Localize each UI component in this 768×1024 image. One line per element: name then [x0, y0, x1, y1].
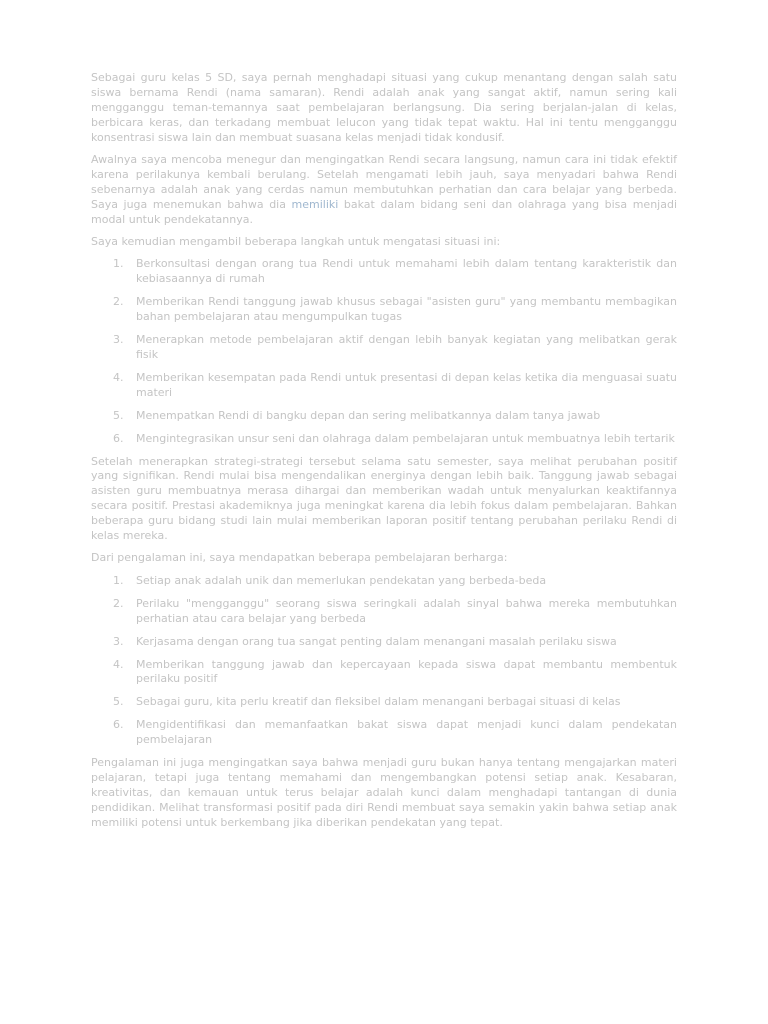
list-item: [91, 658, 677, 688]
paragraph-results: Setelah menerapkan strategi-strategi tersebut selama satu semester, saya melihat perubahan positif yang signifikan. Rendi mulai bisa mengendalikan energinya dengan lebih baik. Tanggung jawab sebagai asisten guru membuatnya merasa dihargai dan memberikan wadah untuk menyalurkan keaktifannya secara positif. Prestasi akademiknya juga meningkat karena dia lebih fokus dalam pembelajaran. Bahkan beberapa guru bidang studi lain mulai memberikan laporan positif tentang perubahan perilaku Rendi di kelas mereka.: [91, 454, 677, 543]
list-number: 2.: [113, 295, 124, 309]
list-item: [91, 371, 677, 401]
paragraph-approach-text-start: Awalnya saya mencoba menegur dan mengingatkan Rendi secara langsung, namun cara ini tidak efektif karena perilakunya kembali berulang. Setelah mengamati lebih jauh, saya menyadari bahwa Rendi sebenarnya adalah anak yang cerdas namun membutuhkan perhatian dan cara belajar yang berbeda. Saya juga menemukan bahwa dia: [91, 153, 677, 211]
list-number: 3.: [113, 333, 124, 347]
list-number: 4.: [113, 370, 124, 384]
lessons-list: [91, 574, 677, 748]
list-text: Memberikan tanggung jawab dan kepercayaan kepada siswa dapat membantu membentuk perilaku positif: [136, 657, 677, 686]
list-text: Setiap anak adalah unik dan memerlukan pendekatan yang berbeda-beda: [136, 573, 547, 587]
list-text: Mengintegrasikan unsur seni dan olahraga dalam pembelajaran untuk membuatnya lebih tertarik: [136, 431, 675, 445]
list-number: 4.: [113, 657, 124, 671]
list-number: 5.: [113, 408, 124, 422]
list-text: Menerapkan metode pembelajaran aktif dengan lebih banyak kegiatan yang melibatkan gerak fisik: [136, 333, 677, 361]
list-text: Berkonsultasi dengan orang tua Rendi untuk memahami lebih dalam tentang karakteristik dan kebiasaannya di rumah: [136, 257, 677, 286]
list-number: 6.: [113, 431, 124, 445]
list-item: [91, 295, 677, 325]
list-item: [91, 718, 677, 748]
list-text: Mengidentifikasi dan memanfaatkan bakat siswa dapat menjadi kunci dalam pendekatan pembelajaran: [136, 718, 677, 747]
list-item: [91, 574, 677, 589]
list-text: Perilaku "mengganggu" seorang siswa seringkali adalah sinyal bahwa mereka membutuhkan perhatian atau cara belajar yang berbeda: [136, 596, 677, 625]
list-text: Memberikan kesempatan pada Rendi untuk presentasi di depan kelas ketika dia menguasai suatu materi: [136, 370, 677, 399]
list-text: Sebagai guru, kita perlu kreatif dan fleksibel dalam menangani berbagai situasi di kelas: [136, 695, 621, 709]
list-item: [91, 597, 677, 627]
paragraph-intro: Sebagai guru kelas 5 SD, saya pernah menghadapi situasi yang cukup menantang dengan salah satu siswa bernama Rendi (nama samaran). Rendi adalah anak yang sangat aktif, namun sering kali mengganggu teman-temannya saat pembelajaran berlangsung. Dia sering berjalan-jalan di kelas, berbicara keras, dan terkadang membuat lelucon yang tidak tepat waktu. Hal ini tentu mengganggu konsentrasi siswa lain dan membuat suasana kelas menjadi tidak kondusif.: [91, 71, 677, 144]
paragraph-steps-intro: Saya kemudian mengambil beberapa langkah untuk mengatasi situasi ini:: [91, 235, 501, 249]
list-number: 6.: [113, 718, 124, 732]
list-item: [91, 695, 677, 710]
paragraph-lessons-intro: Dari pengalaman ini, saya mendapatkan beberapa pembelajaran berharga:: [91, 551, 508, 565]
list-item: [91, 333, 677, 363]
link-memiliki[interactable]: memiliki: [291, 197, 339, 211]
list-text: Memberikan Rendi tanggung jawab khusus sebagai "asisten guru" yang membantu membagikan bahan pembelajaran atau mengumpulkan tugas: [136, 295, 677, 324]
paragraph-approach: [91, 153, 677, 228]
list-number: 1.: [113, 257, 124, 271]
list-item: [91, 257, 677, 287]
list-text: Kerjasama dengan orang tua sangat penting dalam menangani masalah perilaku siswa: [136, 634, 617, 648]
list-text: Menempatkan Rendi di bangku depan dan sering melibatkannya dalam tanya jawab: [136, 408, 601, 422]
steps-list: [91, 257, 677, 446]
list-item: [91, 409, 677, 424]
document-page: [91, 71, 677, 838]
list-item: [91, 432, 677, 447]
list-number: 5.: [113, 695, 124, 709]
list-number: 3.: [113, 634, 124, 648]
list-item: [91, 635, 677, 650]
list-number: 2.: [113, 596, 124, 610]
list-number: 1.: [113, 573, 124, 587]
paragraph-conclusion: Pengalaman ini juga mengingatkan saya bahwa menjadi guru bukan hanya tentang mengajarkan materi pelajaran, tetapi juga tentang memahami dan mengembangkan potensi setiap anak. Kesabaran, kreativitas, dan kemauan untuk terus belajar adalah kunci dalam menghadapi tantangan di dunia pendidikan. Melihat transformasi positif pada diri Rendi membuat saya semakin yakin bahwa setiap anak memiliki potensi untuk berkembang jika diberikan pendekatan yang tepat.: [91, 756, 677, 829]
paragraph-approach-text-end: bakat dalam bidang seni dan olahraga yang bisa menjadi modal untuk pendekatannya.: [91, 197, 678, 226]
